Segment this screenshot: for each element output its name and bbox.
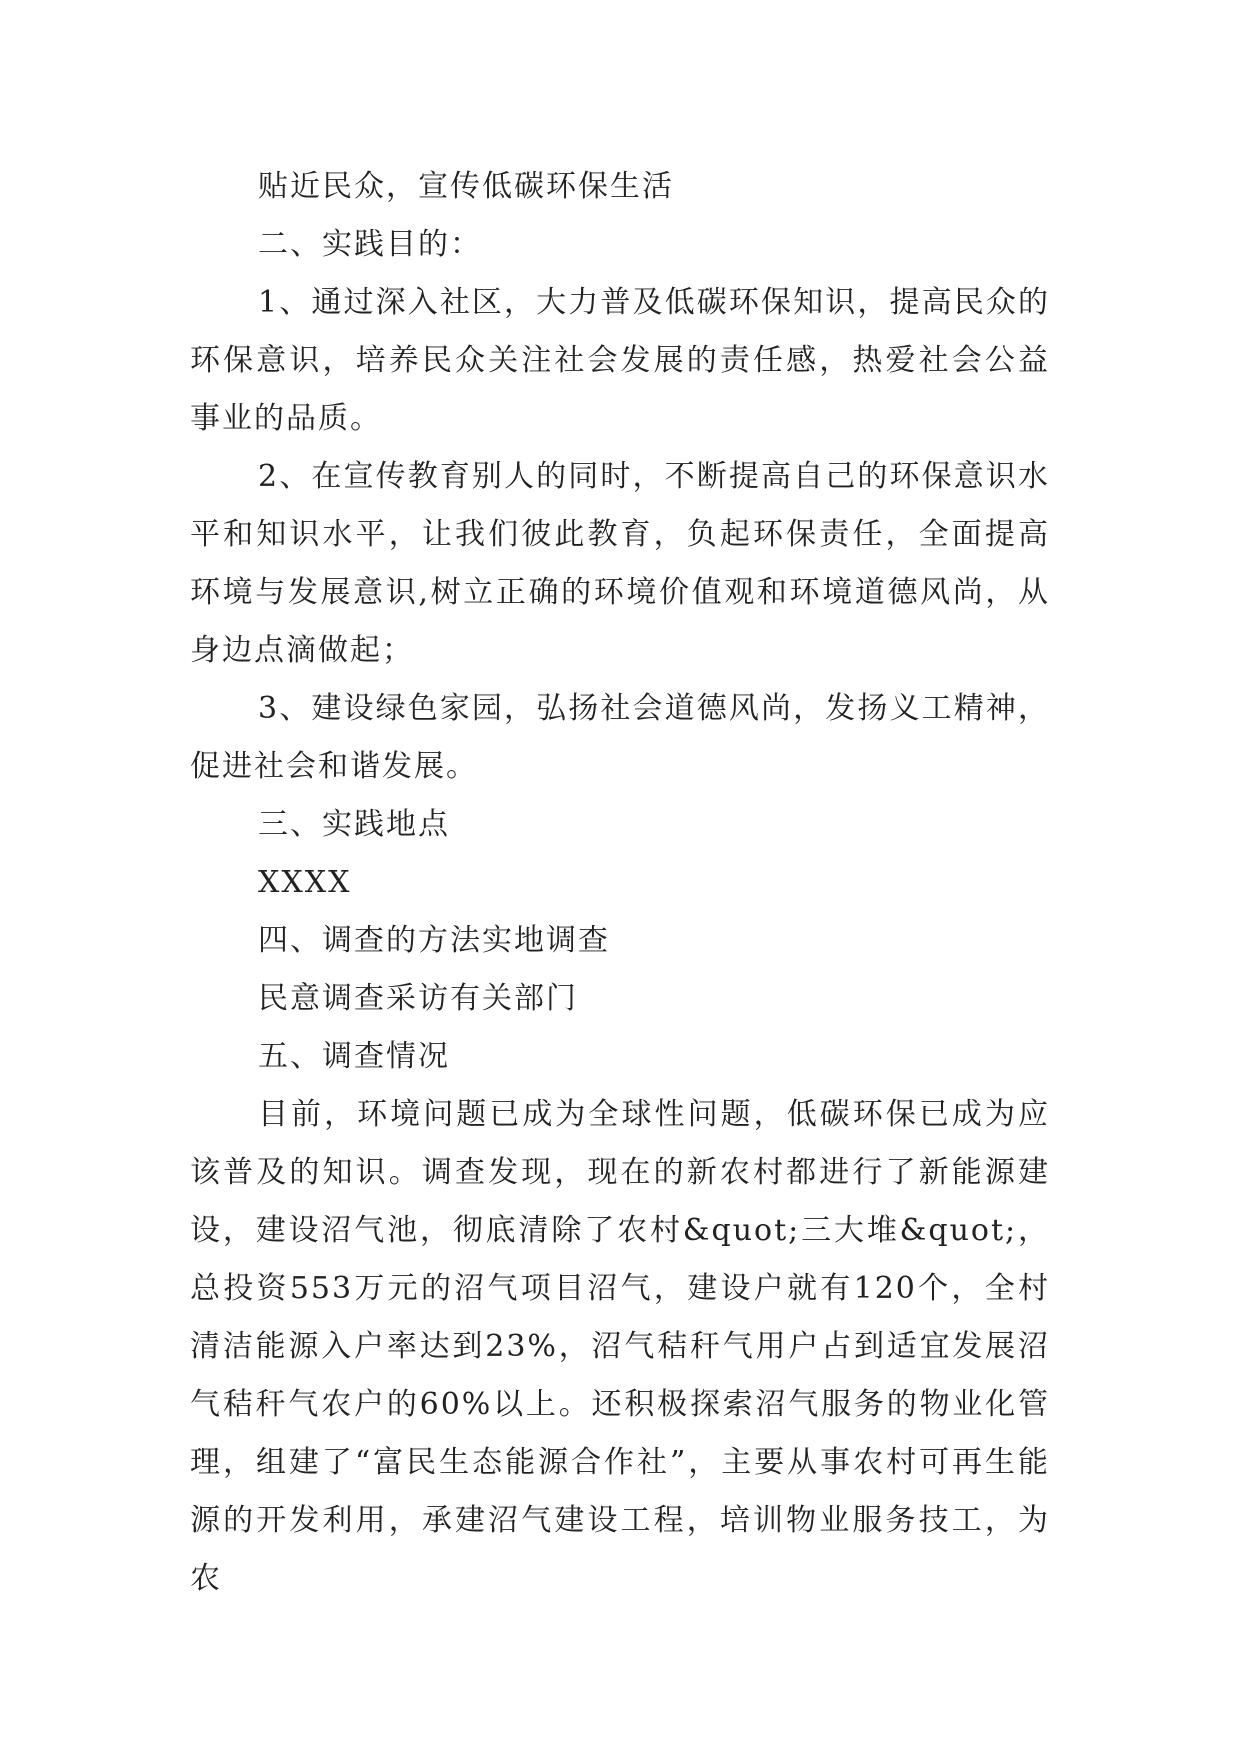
heading-survey-method: 四、调查的方法实地调查 [258, 923, 610, 958]
paragraph-survey-situation: 目前，环境问题已成为全球性问题，低碳环保已成为应该普及的知识。调查发现，现在的新农村都进行了新能源建设，建设沼气池，彻底清除了农村&quot;三大堆&quot;，总投资553万元的沼气项目沼气，建设户就有120个，全村清洁能源入户率达到23%，沼气秸秆气用户占到适宜发展沼气秸秆气农户的60%以上。还积极探索沼气服务的物业化管理，组建了“富民生态能源合作社”，主要从事农村可再生能源的开发利用，承建沼气建设工程，培训物业服务技工，为农 [190, 1097, 1050, 1596]
paragraph-survey-method: 民意调查采访有关部门 [258, 981, 578, 1016]
heading-practice-location: 三、实践地点 [258, 807, 450, 842]
paragraph-purpose-1: 1、通过深入社区，大力普及低碳环保知识，提高民众的环保意识，培养民众关注社会发展的责任感，热爱社会公益事业的品质。 [190, 285, 1050, 436]
paragraph-subtitle: 贴近民众，宣传低碳环保生活 [258, 169, 674, 204]
paragraph-purpose-3: 3、建设绿色家园，弘扬社会道德风尚，发扬义工精神，促进社会和谐发展。 [190, 691, 1050, 784]
document-body [190, 158, 1050, 1608]
paragraph-purpose-2: 2、在宣传教育别人的同时，不断提高自己的环保意识水平和知识水平，让我们彼此教育，负起环保责任，全面提高环境与发展意识,树立正确的环境价值观和环境道德风尚，从身边点滴做起； [190, 459, 1050, 668]
heading-survey-situation: 五、调查情况 [258, 1039, 450, 1074]
heading-practice-purpose: 二、实践目的： [258, 227, 482, 262]
paragraph-location: XXXX [258, 865, 352, 900]
